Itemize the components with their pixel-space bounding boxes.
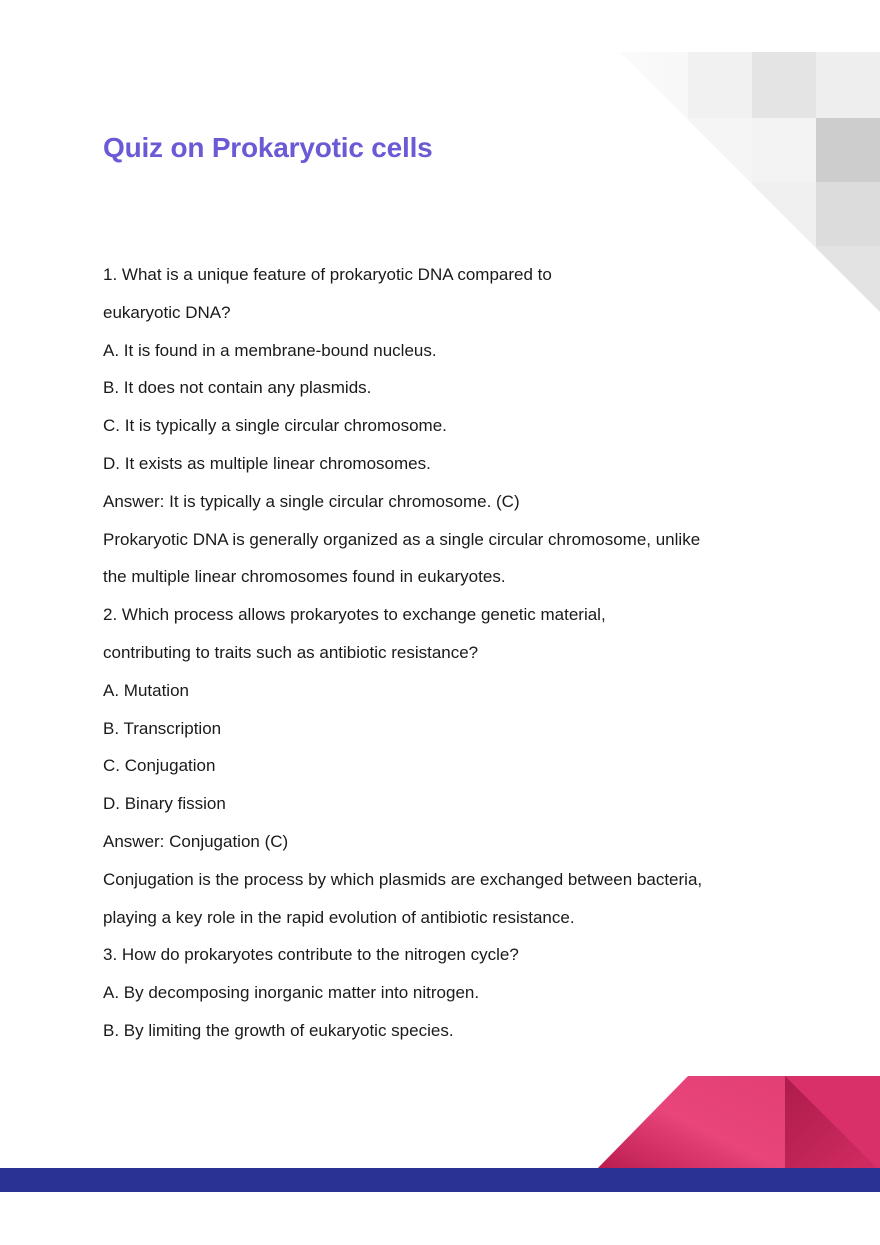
question-1-explanation-line-2: the multiple linear chromosomes found in eukaryotes. (103, 567, 506, 587)
question-1-line-1: 1. What is a unique feature of prokaryotic DNA compared to (103, 265, 552, 284)
question-1-line-2: eukaryotic DNA? (103, 302, 231, 322)
question-2-answer: Answer: Conjugation (C) (103, 831, 289, 851)
question-3-option-b: B. By limiting the growth of eukaryotic species. (103, 1020, 454, 1040)
question-1-option-c: C. It is typically a single circular chromosome. (103, 416, 447, 436)
question-3-option-a: A. By decomposing inorganic matter into nitrogen. (103, 983, 480, 1003)
question-2-option-b: B. Transcription (103, 718, 222, 738)
quiz-content (103, 256, 743, 1050)
question-2-explanation-line-1: Conjugation is the process by which plasmids are exchanged between bacteria, (103, 869, 703, 889)
question-1-option-d: D. It exists as multiple linear chromosomes. (103, 453, 431, 473)
question-1-explanation-line-1: Prokaryotic DNA is generally organized as a single circular chromosome, unlike (103, 529, 701, 549)
question-2-option-d: D. Binary fission (103, 794, 226, 814)
question-2-option-a: A. Mutation (103, 680, 189, 700)
page-title: Quiz on Prokaryotic cells (103, 132, 433, 163)
question-1-option-a: A. It is found in a membrane-bound nucleus. (103, 340, 437, 360)
question-2-line-2: contributing to traits such as antibiotic resistance? (103, 642, 479, 662)
question-2-option-c: C. Conjugation (103, 756, 216, 776)
question-2-explanation-line-2: playing a key role in the rapid evolution of antibiotic resistance. (103, 907, 575, 927)
pink-geometric-decoration (595, 1076, 880, 1171)
footer-bar (0, 1168, 880, 1192)
question-2-line-1: 2. Which process allows prokaryotes to exchange genetic material, (103, 605, 606, 625)
question-1-option-b: B. It does not contain any plasmids. (103, 378, 372, 398)
question-1-answer: Answer: It is typically a single circular chromosome. (C) (103, 491, 520, 511)
question-3-line-1: 3. How do prokaryotes contribute to the nitrogen cycle? (103, 945, 519, 965)
